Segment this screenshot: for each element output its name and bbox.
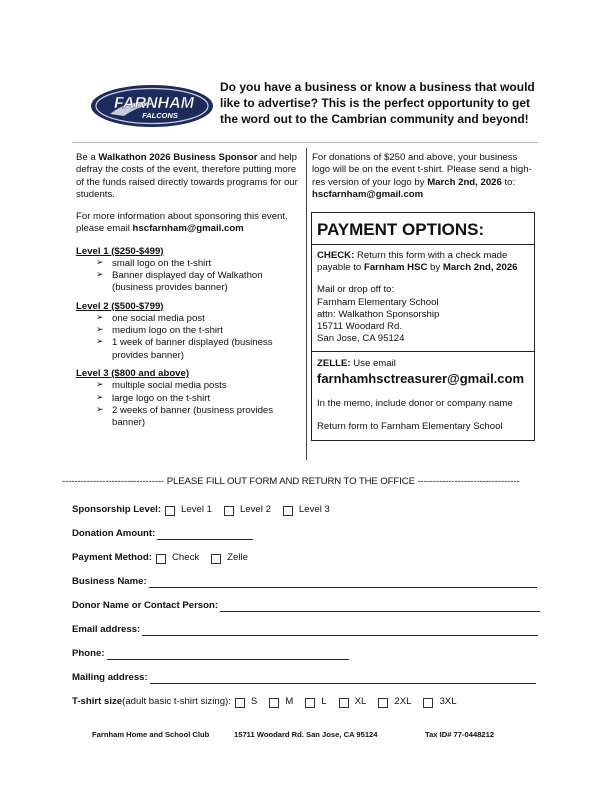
footer-address: 15711 Woodard Rd. San Jose, CA 95124 bbox=[234, 730, 378, 739]
size-m-checkbox[interactable] bbox=[269, 698, 279, 708]
mail-line: Mail or drop off to: bbox=[317, 284, 395, 296]
level-1-title: Level 1 ($250-$499) bbox=[76, 245, 164, 257]
size-2xl-checkbox[interactable] bbox=[378, 698, 388, 708]
level-2-checkbox[interactable] bbox=[224, 506, 234, 516]
zelle-label-line: ZELLE: Use email bbox=[317, 357, 396, 369]
farnham-falcons-logo bbox=[90, 84, 214, 128]
fill-out-divider: --------------------------------- PLEASE FILL OUT FORM AND RETURN TO THE OFFICE --------------------------------- bbox=[62, 476, 520, 487]
payment-options-box bbox=[311, 212, 535, 441]
donation-info-column bbox=[312, 152, 537, 201]
email-address-field[interactable] bbox=[142, 626, 538, 636]
sponsorship-level-row: Sponsorship Level: Level 1 Level 2 Level 3 bbox=[72, 503, 330, 515]
phone-field[interactable] bbox=[107, 650, 349, 660]
list-item: ➢ medium logo on the t-shirt bbox=[96, 325, 302, 337]
size-xl-checkbox[interactable] bbox=[339, 698, 349, 708]
phone-row bbox=[72, 646, 349, 660]
sponsorship-level-label: Sponsorship Level: bbox=[72, 503, 162, 515]
info-paragraph: For more information about sponsoring this event, please email hscfarnham@gmail.com bbox=[76, 211, 288, 235]
business-name-field[interactable] bbox=[149, 578, 537, 588]
top-divider bbox=[72, 142, 538, 143]
donor-name-field[interactable] bbox=[220, 602, 540, 612]
mailing-address-label: Mailing address: bbox=[72, 671, 148, 683]
size-l-checkbox[interactable] bbox=[305, 698, 315, 708]
memo-note: In the memo, include donor or company name bbox=[317, 397, 513, 409]
size-s-checkbox[interactable] bbox=[235, 698, 245, 708]
business-name-row bbox=[72, 574, 537, 588]
level-2-benefits bbox=[76, 313, 302, 362]
headline: Do you have a business or know a business that would like to advertise? This is the perfect opportunity to get the word out to the Cambrian community and beyond! bbox=[220, 80, 535, 126]
donor-name-row bbox=[72, 598, 540, 612]
list-item: ➢ 2 weeks of banner (business provides banner) bbox=[96, 405, 302, 430]
intro-paragraph: Be a Walkathon 2026 Business Sponsor and help defray the costs of the event, therefore putting more of the funds raised directly towards programs for our students. bbox=[76, 152, 298, 200]
mail-line: San Jose, CA 95124 bbox=[317, 333, 405, 345]
donation-amount-field[interactable] bbox=[157, 530, 253, 540]
list-item: ➢ large logo on the t-shirt bbox=[96, 393, 302, 405]
footer-tax-id: Tax ID# 77-0448212 bbox=[425, 730, 495, 739]
level-3-checkbox[interactable] bbox=[283, 506, 293, 516]
sponsor-info-column bbox=[76, 152, 302, 435]
mailing-address-field[interactable] bbox=[150, 674, 536, 684]
zelle-section bbox=[312, 351, 534, 438]
mailing-address-row bbox=[72, 670, 536, 684]
level-3-title: Level 3 ($800 and above) bbox=[76, 367, 190, 379]
level-3-benefits bbox=[76, 380, 302, 429]
tshirt-size-row: T-shirt size (adult basic t-shirt sizing): S M L XL 2XL 3XL bbox=[72, 695, 457, 707]
list-item: ➢ multiple social media posts bbox=[96, 380, 302, 392]
mail-line: 15711 Woodard Rd. bbox=[317, 321, 402, 333]
payment-options-title: PAYMENT OPTIONS: bbox=[317, 220, 485, 239]
check-checkbox[interactable] bbox=[156, 554, 166, 564]
check-section bbox=[312, 244, 534, 351]
zelle-checkbox[interactable] bbox=[211, 554, 221, 564]
check-instructions: CHECK: Return this form with a check made payable to Farnham HSC by March 2nd, 2026 bbox=[317, 249, 518, 274]
level-2-title: Level 2 ($500-$799) bbox=[76, 300, 164, 312]
list-item: ➢ small logo on the t-shirt bbox=[96, 258, 302, 270]
email-address-label: Email address: bbox=[72, 623, 141, 635]
donation-paragraph: For donations of $250 and above, your business logo will be on the event t-shirt. Please send a high-res version of your logo by March 2nd, 2026 to: hscfarnham@gmail.com bbox=[312, 152, 532, 200]
donation-amount-label: Donation Amount: bbox=[72, 527, 156, 539]
list-item: ➢ 1 week of banner displayed (business provides banner) bbox=[96, 337, 302, 362]
info-email[interactable]: hscfarnham@gmail.com bbox=[132, 223, 244, 235]
payment-method-row: Payment Method: Check Zelle bbox=[72, 551, 248, 563]
tshirt-size-label: T-shirt size bbox=[72, 695, 123, 707]
mail-line: attn: Walkathon Sponsorship bbox=[317, 308, 440, 320]
size-3xl-checkbox[interactable] bbox=[423, 698, 433, 708]
donation-amount-row bbox=[72, 526, 253, 540]
logo-text-farnham: FARNHAM bbox=[114, 95, 194, 112]
return-note: Return form to Farnham Elementary School bbox=[317, 420, 503, 432]
email-address-row bbox=[72, 622, 538, 636]
phone-label: Phone: bbox=[72, 647, 105, 659]
mail-line: Farnham Elementary School bbox=[317, 296, 439, 308]
level-1-checkbox[interactable] bbox=[165, 506, 175, 516]
donation-email[interactable]: hscfarnham@gmail.com bbox=[312, 188, 424, 200]
tshirt-size-note: (adult basic t-shirt sizing): bbox=[122, 695, 231, 707]
list-item: ➢ Banner displayed day of Walkathon (business provides banner) bbox=[96, 270, 302, 295]
logo-text-falcons: FALCONS bbox=[142, 111, 178, 120]
business-name-label: Business Name: bbox=[72, 575, 147, 587]
footer-org: Farnham Home and School Club bbox=[92, 730, 210, 739]
zelle-email[interactable]: farnhamhsctreasurer@gmail.com bbox=[317, 370, 525, 386]
donor-name-label: Donor Name or Contact Person: bbox=[72, 599, 219, 611]
list-item: ➢ one social media post bbox=[96, 313, 302, 325]
payment-method-label: Payment Method: bbox=[72, 551, 152, 563]
column-divider bbox=[306, 148, 307, 460]
level-1-benefits bbox=[76, 258, 302, 295]
